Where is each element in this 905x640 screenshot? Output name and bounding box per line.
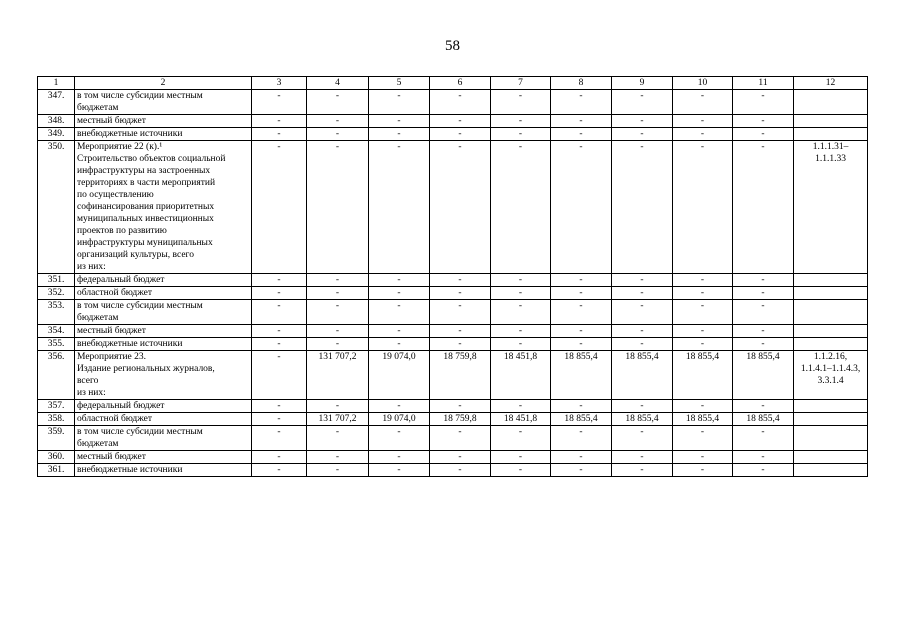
row-description — [75, 141, 252, 274]
value-cell-col-10: - — [673, 426, 733, 451]
description-line: бюджетам — [77, 103, 119, 113]
value-cell-col-5: - — [369, 141, 430, 274]
column-header-3: 3 — [252, 77, 307, 90]
value-cell-col-7: - — [491, 338, 551, 351]
value-cell-col-7: 18 451,8 — [491, 351, 551, 400]
table-row — [38, 115, 868, 128]
description-line: Строительство объектов социальной — [77, 154, 226, 164]
row-number: 347. — [38, 90, 75, 115]
description-line: внебюджетные источники — [77, 339, 183, 349]
value-cell-col-9: - — [612, 338, 673, 351]
row-number: 353. — [38, 300, 75, 325]
description-line: инфраструктуры на застроенных — [77, 166, 211, 176]
value-cell-col-6: - — [430, 426, 491, 451]
value-cell-col-5: 19 074,0 — [369, 413, 430, 426]
reference-cell — [794, 141, 868, 274]
value-cell-col-4: - — [307, 128, 369, 141]
value-cell-col-3: - — [252, 451, 307, 464]
value-cell-col-5: - — [369, 274, 430, 287]
description-line: областной бюджет — [77, 288, 153, 298]
value-cell-col-6: - — [430, 274, 491, 287]
table-row — [38, 274, 868, 287]
value-cell-col-11: - — [733, 115, 794, 128]
value-cell-col-9: - — [612, 128, 673, 141]
row-description — [75, 426, 252, 451]
column-header-1: 1 — [38, 77, 75, 90]
value-cell-col-6: - — [430, 400, 491, 413]
value-cell-col-9: - — [612, 287, 673, 300]
table-row — [38, 426, 868, 451]
value-cell-col-8: - — [551, 115, 612, 128]
column-header-11: 11 — [733, 77, 794, 90]
value-cell-col-7: - — [491, 128, 551, 141]
value-cell-col-8: - — [551, 90, 612, 115]
reference-line: 3.3.1.4 — [817, 376, 844, 386]
row-number: 354. — [38, 325, 75, 338]
description-line: всего — [77, 376, 99, 386]
value-cell-col-10: - — [673, 274, 733, 287]
reference-cell — [794, 115, 868, 128]
reference-cell — [794, 451, 868, 464]
value-cell-col-11: - — [733, 325, 794, 338]
description-line: бюджетам — [77, 439, 119, 449]
value-cell-col-3: - — [252, 128, 307, 141]
table-row — [38, 400, 868, 413]
row-description — [75, 451, 252, 464]
description-line: из них: — [77, 388, 106, 398]
reference-cell — [794, 325, 868, 338]
value-cell-col-5: - — [369, 464, 430, 477]
value-cell-col-6: - — [430, 141, 491, 274]
value-cell-col-10: - — [673, 325, 733, 338]
value-cell-col-10: - — [673, 451, 733, 464]
value-cell-col-4: - — [307, 90, 369, 115]
reference-cell — [794, 426, 868, 451]
value-cell-col-4: - — [307, 325, 369, 338]
value-cell-col-4: - — [307, 274, 369, 287]
row-number: 357. — [38, 400, 75, 413]
value-cell-col-11: - — [733, 141, 794, 274]
value-cell-col-7: - — [491, 287, 551, 300]
value-cell-col-8: 18 855,4 — [551, 351, 612, 400]
row-description — [75, 274, 252, 287]
value-cell-col-6: - — [430, 451, 491, 464]
description-line: организаций культуры, всего — [77, 250, 194, 260]
description-line: в том числе субсидии местным — [77, 301, 203, 311]
table-row — [38, 90, 868, 115]
value-cell-col-5: 19 074,0 — [369, 351, 430, 400]
description-line: по осуществлению — [77, 190, 154, 200]
value-cell-col-6: - — [430, 287, 491, 300]
value-cell-col-7: - — [491, 325, 551, 338]
reference-cell — [794, 287, 868, 300]
description-line: софинансирования приоритетных — [77, 202, 215, 212]
value-cell-col-10: - — [673, 128, 733, 141]
reference-line: 1.1.4.1–1.1.4.3, — [800, 364, 861, 374]
column-header-5: 5 — [369, 77, 430, 90]
value-cell-col-3: - — [252, 338, 307, 351]
row-description — [75, 300, 252, 325]
value-cell-col-8: - — [551, 451, 612, 464]
value-cell-col-3: - — [252, 400, 307, 413]
value-cell-col-6: - — [430, 128, 491, 141]
reference-cell — [794, 90, 868, 115]
reference-cell — [794, 464, 868, 477]
value-cell-col-4: - — [307, 451, 369, 464]
value-cell-col-8: - — [551, 287, 612, 300]
value-cell-col-11: - — [733, 90, 794, 115]
column-header-4: 4 — [307, 77, 369, 90]
value-cell-col-3: - — [252, 115, 307, 128]
value-cell-col-11: 18 855,4 — [733, 351, 794, 400]
value-cell-col-10: - — [673, 115, 733, 128]
value-cell-col-7: 18 451,8 — [491, 413, 551, 426]
value-cell-col-6: - — [430, 325, 491, 338]
header-row — [38, 77, 868, 90]
value-cell-col-11: - — [733, 287, 794, 300]
value-cell-col-9: 18 855,4 — [612, 351, 673, 400]
value-cell-col-4: - — [307, 400, 369, 413]
value-cell-col-10: 18 855,4 — [673, 351, 733, 400]
value-cell-col-7: - — [491, 115, 551, 128]
reference-line: 1.1.1.33 — [815, 154, 846, 164]
value-cell-col-5: - — [369, 426, 430, 451]
reference-line: 1.1.1.31– — [812, 142, 849, 152]
row-description — [75, 413, 252, 426]
description-line: областной бюджет — [77, 414, 153, 424]
table-row — [38, 451, 868, 464]
description-line: Мероприятие 23. — [77, 352, 147, 362]
table-row — [38, 351, 868, 400]
description-line: Мероприятие 22 (к).¹ — [77, 142, 163, 152]
value-cell-col-6: - — [430, 300, 491, 325]
value-cell-col-3: - — [252, 413, 307, 426]
value-cell-col-4: - — [307, 115, 369, 128]
table-row — [38, 300, 868, 325]
value-cell-col-11: - — [733, 464, 794, 477]
table-row — [38, 413, 868, 426]
table-row — [38, 128, 868, 141]
value-cell-col-7: - — [491, 141, 551, 274]
value-cell-col-10: - — [673, 464, 733, 477]
description-line: местный бюджет — [77, 326, 146, 336]
value-cell-col-10: - — [673, 90, 733, 115]
value-cell-col-8: - — [551, 128, 612, 141]
row-description — [75, 128, 252, 141]
value-cell-col-4: 131 707,2 — [307, 413, 369, 426]
description-line: инфраструктуры муниципальных — [77, 238, 213, 248]
row-description — [75, 351, 252, 400]
value-cell-col-4: - — [307, 141, 369, 274]
table-row — [38, 325, 868, 338]
value-cell-col-5: - — [369, 115, 430, 128]
value-cell-col-11: 18 855,4 — [733, 413, 794, 426]
row-description — [75, 464, 252, 477]
value-cell-col-3: - — [252, 90, 307, 115]
value-cell-col-3: - — [252, 325, 307, 338]
value-cell-col-6: 18 759,8 — [430, 351, 491, 400]
value-cell-col-4: - — [307, 287, 369, 300]
value-cell-col-10: 18 855,4 — [673, 413, 733, 426]
row-number: 361. — [38, 464, 75, 477]
value-cell-col-3: - — [252, 426, 307, 451]
value-cell-col-7: - — [491, 274, 551, 287]
value-cell-col-5: - — [369, 300, 430, 325]
row-description — [75, 90, 252, 115]
value-cell-col-6: 18 759,8 — [430, 413, 491, 426]
value-cell-col-5: - — [369, 338, 430, 351]
row-number: 356. — [38, 351, 75, 400]
reference-cell — [794, 400, 868, 413]
value-cell-col-4: - — [307, 464, 369, 477]
value-cell-col-8: - — [551, 325, 612, 338]
budget-table — [37, 76, 868, 477]
value-cell-col-11: - — [733, 338, 794, 351]
column-header-12: 12 — [794, 77, 868, 90]
column-header-7: 7 — [491, 77, 551, 90]
table-row — [38, 464, 868, 477]
value-cell-col-9: - — [612, 451, 673, 464]
row-number: 349. — [38, 128, 75, 141]
value-cell-col-3: - — [252, 300, 307, 325]
row-number: 348. — [38, 115, 75, 128]
value-cell-col-4: - — [307, 426, 369, 451]
value-cell-col-9: - — [612, 141, 673, 274]
value-cell-col-9: 18 855,4 — [612, 413, 673, 426]
value-cell-col-9: - — [612, 325, 673, 338]
column-header-8: 8 — [551, 77, 612, 90]
description-line: из них: — [77, 262, 106, 272]
row-description — [75, 287, 252, 300]
column-header-9: 9 — [612, 77, 673, 90]
value-cell-col-9: - — [612, 426, 673, 451]
row-description — [75, 115, 252, 128]
value-cell-col-8: - — [551, 141, 612, 274]
value-cell-col-3: - — [252, 274, 307, 287]
table-row — [38, 287, 868, 300]
value-cell-col-10: - — [673, 287, 733, 300]
reference-cell — [794, 338, 868, 351]
value-cell-col-5: - — [369, 400, 430, 413]
row-description — [75, 338, 252, 351]
row-number: 352. — [38, 287, 75, 300]
value-cell-col-5: - — [369, 325, 430, 338]
value-cell-col-6: - — [430, 115, 491, 128]
value-cell-col-9: - — [612, 274, 673, 287]
row-description — [75, 400, 252, 413]
value-cell-col-3: - — [252, 287, 307, 300]
row-number: 355. — [38, 338, 75, 351]
reference-cell — [794, 274, 868, 287]
description-line: внебюджетные источники — [77, 465, 183, 475]
value-cell-col-7: - — [491, 90, 551, 115]
description-line: федеральный бюджет — [77, 275, 165, 285]
value-cell-col-9: - — [612, 115, 673, 128]
value-cell-col-11: - — [733, 128, 794, 141]
value-cell-col-5: - — [369, 287, 430, 300]
description-line: муниципальных инвестиционных — [77, 214, 214, 224]
row-number: 360. — [38, 451, 75, 464]
description-line: бюджетам — [77, 313, 119, 323]
table-row — [38, 141, 868, 274]
value-cell-col-6: - — [430, 90, 491, 115]
description-line: федеральный бюджет — [77, 401, 165, 411]
value-cell-col-9: - — [612, 90, 673, 115]
value-cell-col-6: - — [430, 464, 491, 477]
value-cell-col-7: - — [491, 426, 551, 451]
value-cell-col-5: - — [369, 451, 430, 464]
value-cell-col-11: - — [733, 274, 794, 287]
reference-cell — [794, 300, 868, 325]
table-body — [38, 90, 868, 477]
value-cell-col-5: - — [369, 90, 430, 115]
value-cell-col-10: - — [673, 338, 733, 351]
value-cell-col-10: - — [673, 141, 733, 274]
value-cell-col-7: - — [491, 464, 551, 477]
table-header — [38, 77, 868, 90]
page-number: 58 — [445, 38, 460, 54]
value-cell-col-11: - — [733, 400, 794, 413]
value-cell-col-10: - — [673, 400, 733, 413]
value-cell-col-9: - — [612, 464, 673, 477]
value-cell-col-4: 131 707,2 — [307, 351, 369, 400]
row-number: 350. — [38, 141, 75, 274]
row-number: 351. — [38, 274, 75, 287]
value-cell-col-11: - — [733, 451, 794, 464]
value-cell-col-11: - — [733, 426, 794, 451]
value-cell-col-3: - — [252, 351, 307, 400]
description-line: внебюджетные источники — [77, 129, 183, 139]
column-header-2: 2 — [75, 77, 252, 90]
description-line: проектов по развитию — [77, 226, 167, 236]
value-cell-col-8: 18 855,4 — [551, 413, 612, 426]
value-cell-col-8: - — [551, 400, 612, 413]
reference-cell — [794, 128, 868, 141]
value-cell-col-10: - — [673, 300, 733, 325]
description-line: в том числе субсидии местным — [77, 91, 203, 101]
value-cell-col-7: - — [491, 400, 551, 413]
description-line: местный бюджет — [77, 452, 146, 462]
value-cell-col-7: - — [491, 300, 551, 325]
row-description — [75, 325, 252, 338]
description-line: территориях в части мероприятий — [77, 178, 216, 188]
value-cell-col-5: - — [369, 128, 430, 141]
value-cell-col-8: - — [551, 338, 612, 351]
value-cell-col-8: - — [551, 274, 612, 287]
value-cell-col-3: - — [252, 141, 307, 274]
reference-cell — [794, 351, 868, 400]
value-cell-col-11: - — [733, 300, 794, 325]
description-line: Издание региональных журналов, — [77, 364, 215, 374]
reference-line: 1.1.2.16, — [813, 352, 848, 362]
column-header-6: 6 — [430, 77, 491, 90]
reference-cell — [794, 413, 868, 426]
value-cell-col-3: - — [252, 464, 307, 477]
value-cell-col-4: - — [307, 338, 369, 351]
value-cell-col-4: - — [307, 300, 369, 325]
description-line: местный бюджет — [77, 116, 146, 126]
value-cell-col-9: - — [612, 400, 673, 413]
row-number: 359. — [38, 426, 75, 451]
table-row — [38, 338, 868, 351]
row-number: 358. — [38, 413, 75, 426]
description-line: в том числе субсидии местным — [77, 427, 203, 437]
value-cell-col-7: - — [491, 451, 551, 464]
column-header-10: 10 — [673, 77, 733, 90]
value-cell-col-9: - — [612, 300, 673, 325]
value-cell-col-8: - — [551, 464, 612, 477]
value-cell-col-6: - — [430, 338, 491, 351]
value-cell-col-8: - — [551, 426, 612, 451]
value-cell-col-8: - — [551, 300, 612, 325]
